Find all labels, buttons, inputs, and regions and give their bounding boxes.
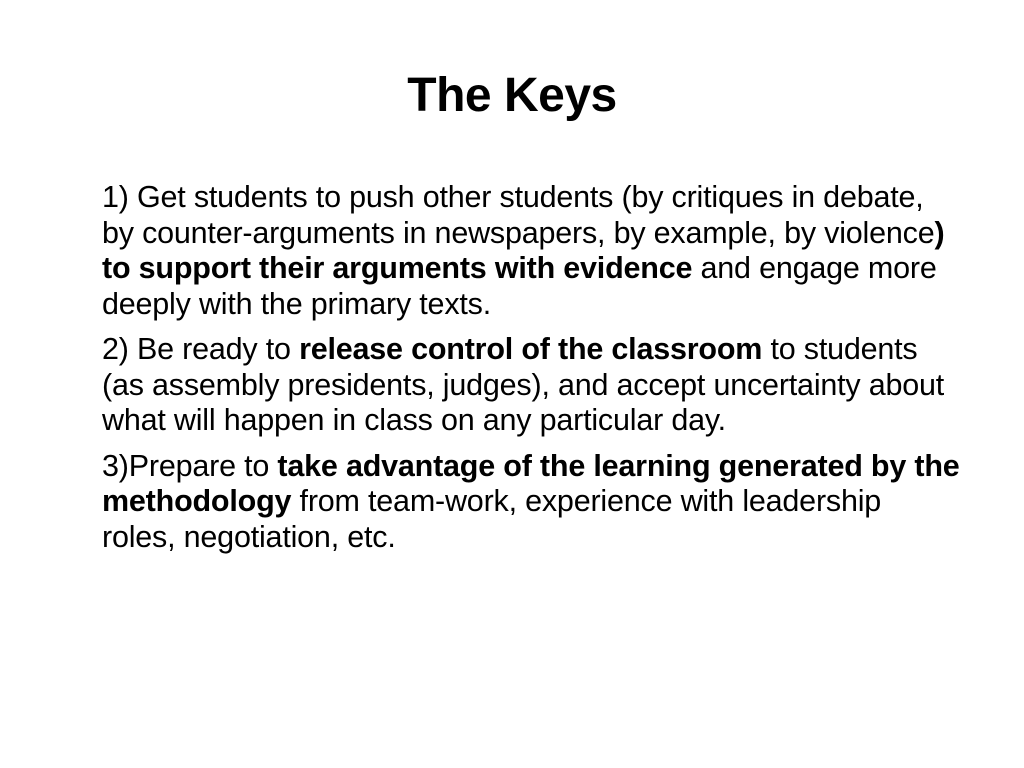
key-point-1-emphasis: ) to support their arguments with evidence xyxy=(102,215,945,285)
key-point-2-emphasis: release control of the classroom xyxy=(299,332,763,366)
slide-body xyxy=(102,180,962,565)
slide-title: The Keys xyxy=(407,69,617,122)
key-point-1-text-a: 1) Get students to push other students (by critiques in debate, by counter-arguments in newspapers, by example, by violence xyxy=(102,180,935,250)
key-point-2-text-b: to students (as assembly presidents, judges), and accept uncertainty about what will happen in class on any particular day. xyxy=(102,332,945,437)
key-point-1 xyxy=(102,180,962,322)
key-point-1-text-b: and engage more deeply with the primary texts. xyxy=(102,251,937,321)
key-point-3-text-a: 3)Prepare to xyxy=(102,448,278,483)
key-point-2-text-a: 2) Be ready to xyxy=(102,332,300,366)
key-point-2 xyxy=(102,332,962,439)
key-point-3-emphasis: take advantage of the learning generated by the methodology xyxy=(102,448,960,518)
key-point-3 xyxy=(102,449,962,556)
key-point-3-text-b: from team-work, experience with leadership roles, negotiation, etc. xyxy=(102,484,882,554)
